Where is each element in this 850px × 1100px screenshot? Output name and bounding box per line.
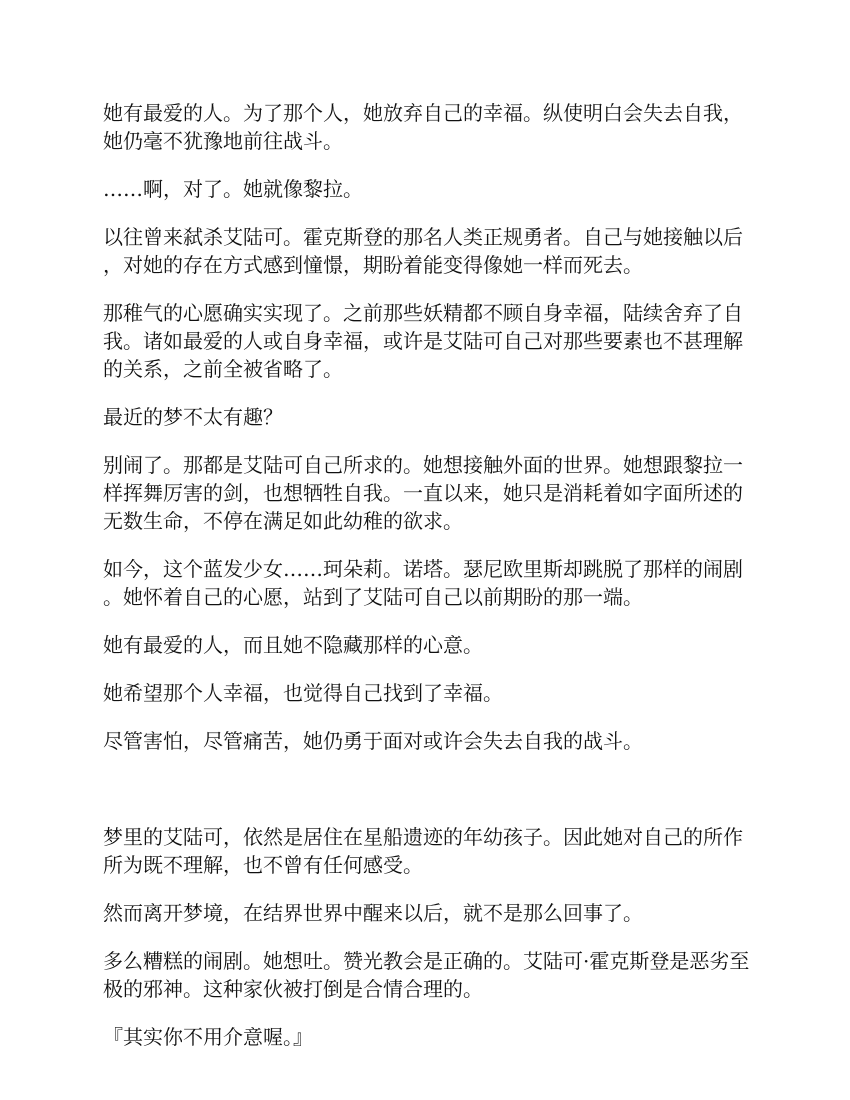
paragraph: 如今，这个蓝发少女……珂朵莉。诺塔。瑟尼欧里斯却跳脱了那样的闹剧。她怀着自己的心愿，站到了艾陆可自己以前期盼的那一端。 [103, 557, 743, 609]
paragraph: 她有最爱的人，而且她不隐藏那样的心意。 [103, 633, 483, 657]
paragraph: 梦里的艾陆可，依然是居住在星船遗迹的年幼孩子。因此她对自己的所作所为既不理解，也不曾有任何感受。 [103, 825, 743, 877]
paragraph: 以往曾来弑杀艾陆可。霍克斯登的那名人类正规勇者。自己与她接触以后，对她的存在方式感到憧憬，期盼着能变得像她一样而死去。 [103, 225, 743, 277]
paragraph: 那稚气的心愿确实实现了。之前那些妖精都不顾自身幸福，陆续舍弃了自我。诸如最爱的人或自身幸福，或许是艾陆可自己对那些要素也不甚理解的关系，之前全被省略了。 [103, 301, 743, 381]
paragraph: 尽管害怕，尽管痛苦，她仍勇于面对或许会失去自我的战斗。 [103, 729, 643, 753]
paragraph: 她希望那个人幸福，也觉得自己找到了幸福。 [103, 681, 503, 705]
paragraph: 多么糟糕的闹剧。她想吐。赞光教会是正确的。艾陆可·霍克斯登是恶劣至极的邪神。这种家伙被打倒是合情合理的。 [103, 949, 750, 1001]
paragraph: 她有最爱的人。为了那个人，她放弃自己的幸福。纵使明白会失去自我，她仍毫不犹豫地前往战斗。 [103, 101, 743, 153]
paragraph: 『其实你不用介意喔。』 [103, 1025, 313, 1049]
paragraph: ……啊，对了。她就像黎拉。 [103, 177, 363, 201]
paragraph: 然而离开梦境，在结界世界中醒来以后，就不是那么回事了。 [103, 901, 643, 925]
document-body [103, 99, 751, 1071]
paragraph: 别闹了。那都是艾陆可自己所求的。她想接触外面的世界。她想跟黎拉一样挥舞厉害的剑，也想牺牲自我。一直以来，她只是消耗着如字面所述的无数生命，不停在满足如此幼稚的欲求。 [103, 453, 743, 533]
section-break [103, 775, 751, 823]
paragraph: 最近的梦不太有趣？ [103, 405, 283, 429]
